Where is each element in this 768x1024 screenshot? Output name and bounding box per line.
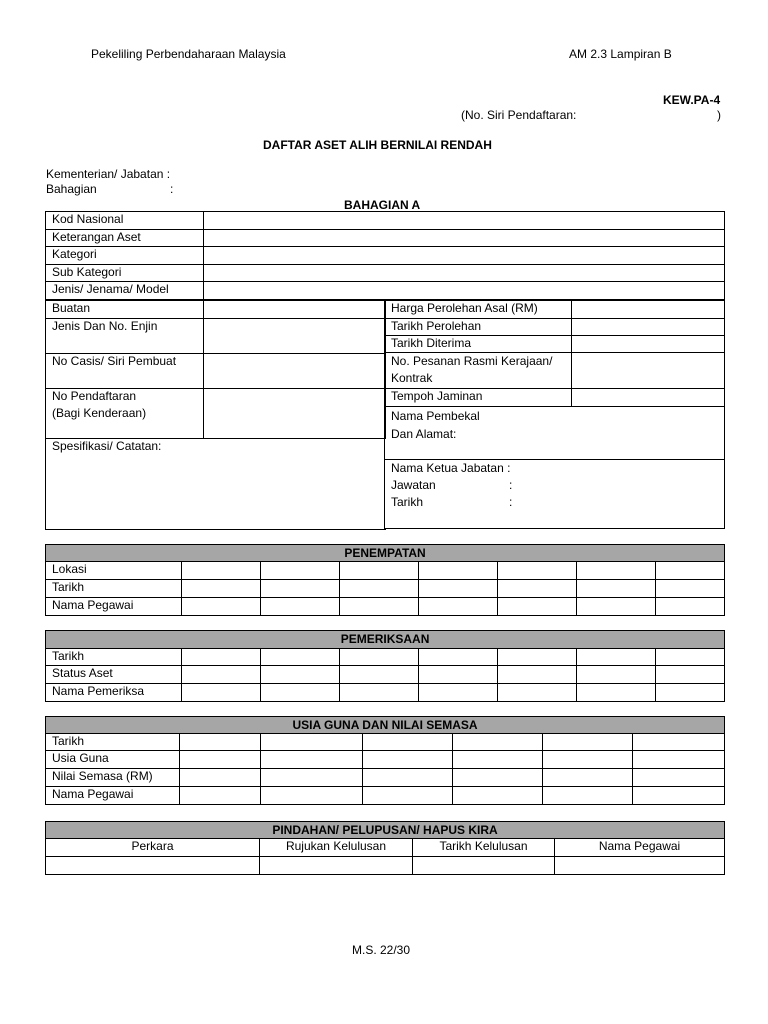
input-cell[interactable] xyxy=(261,734,363,751)
penempatan-title: PENEMPATAN xyxy=(46,545,725,562)
input-cell[interactable] xyxy=(633,769,725,787)
ministry-label: Kementerian/ Jabatan : xyxy=(46,167,171,181)
input-cell[interactable] xyxy=(204,265,725,282)
input-cell[interactable] xyxy=(543,734,633,751)
input-cell[interactable] xyxy=(419,684,498,702)
input-cell[interactable] xyxy=(419,666,498,684)
row-label: Nilai Semasa (RM) xyxy=(46,769,180,787)
form-code: KEW.PA-4 xyxy=(663,93,721,107)
pendaftaran-line-2: (Bagi Kenderaan) xyxy=(52,406,147,420)
input-cell[interactable] xyxy=(572,319,725,336)
section-a-title: BAHAGIAN A xyxy=(344,198,421,212)
input-cell[interactable] xyxy=(340,649,419,666)
input-cell[interactable] xyxy=(656,580,725,598)
jaminan-label: Tempoh Jaminan xyxy=(385,389,572,407)
input-cell[interactable] xyxy=(204,247,725,265)
input-cell[interactable] xyxy=(182,580,261,598)
pesanan-line-1: No. Pesanan Rasmi Kerajaan/ xyxy=(391,354,553,368)
row-label: Lokasi xyxy=(46,562,182,580)
input-cell[interactable] xyxy=(46,857,260,875)
section-a-right-table xyxy=(384,300,725,529)
column-header-tarikh: Tarikh Kelulusan xyxy=(413,839,555,857)
input-cell[interactable] xyxy=(572,389,725,407)
column-header-rujukan: Rujukan Kelulusan xyxy=(260,839,413,857)
section-a-top-table xyxy=(45,211,725,300)
row-label: Usia Guna xyxy=(46,751,180,769)
input-cell[interactable] xyxy=(204,301,386,319)
row-label: Tarikh xyxy=(46,734,180,751)
input-cell[interactable] xyxy=(453,769,543,787)
serial-close: ) xyxy=(717,108,721,122)
pindahan-table xyxy=(45,821,725,875)
input-cell[interactable] xyxy=(261,666,340,684)
input-cell[interactable] xyxy=(261,751,363,769)
input-cell[interactable] xyxy=(419,598,498,616)
pindahan-title: PINDAHAN/ PELUPUSAN/ HAPUS KIRA xyxy=(46,822,725,839)
input-cell[interactable] xyxy=(261,787,363,805)
input-cell[interactable] xyxy=(180,734,261,751)
input-cell[interactable] xyxy=(453,751,543,769)
input-cell[interactable] xyxy=(543,769,633,787)
input-cell[interactable] xyxy=(413,857,555,875)
column-header-perkara: Perkara xyxy=(46,839,260,857)
input-cell[interactable] xyxy=(363,734,453,751)
input-cell[interactable] xyxy=(182,598,261,616)
input-cell[interactable] xyxy=(577,666,656,684)
division-label: Bahagian xyxy=(46,182,97,196)
input-cell[interactable] xyxy=(204,212,725,230)
input-cell[interactable] xyxy=(656,598,725,616)
input-cell[interactable] xyxy=(340,598,419,616)
input-cell[interactable] xyxy=(261,562,340,580)
usia-title: USIA GUNA DAN NILAI SEMASA xyxy=(46,717,725,734)
input-cell[interactable] xyxy=(498,580,577,598)
row-label: Keterangan Aset xyxy=(46,230,204,247)
input-cell[interactable] xyxy=(182,666,261,684)
spesifikasi-label: Spesifikasi/ Catatan: xyxy=(52,439,162,453)
row-label: Nama Pemeriksa xyxy=(46,684,182,702)
pemeriksaan-title: PEMERIKSAAN xyxy=(46,631,725,649)
input-cell[interactable] xyxy=(555,857,725,875)
input-cell[interactable] xyxy=(261,649,340,666)
input-cell[interactable] xyxy=(419,580,498,598)
ketua-label: Nama Ketua Jabatan : xyxy=(391,461,511,475)
ketua-cell[interactable] xyxy=(385,460,725,529)
input-cell[interactable] xyxy=(260,857,413,875)
jawatan-colon: : xyxy=(509,478,513,492)
harga-label: Harga Perolehan Asal (RM) xyxy=(385,301,572,319)
serial-label: (No. Siri Pendaftaran: xyxy=(461,108,577,122)
section-a-left-table xyxy=(45,300,386,530)
input-cell[interactable] xyxy=(182,684,261,702)
header-left: Pekeliling Perbendaharaan Malaysia xyxy=(91,47,286,61)
input-cell[interactable] xyxy=(572,353,725,389)
tarikh-diterima-label: Tarikh Diterima xyxy=(385,336,572,353)
row-label: Tarikh xyxy=(46,580,182,598)
input-cell[interactable] xyxy=(543,787,633,805)
input-cell[interactable] xyxy=(363,769,453,787)
row-label: Nama Pegawai xyxy=(46,598,182,616)
enjin-label: Jenis Dan No. Enjin xyxy=(46,319,204,354)
pesanan-label xyxy=(385,353,572,389)
input-cell[interactable] xyxy=(633,787,725,805)
input-cell[interactable] xyxy=(453,787,543,805)
jawatan-label: Jawatan xyxy=(391,478,436,492)
page-number: M.S. 22/30 xyxy=(352,943,411,957)
input-cell[interactable] xyxy=(577,684,656,702)
input-cell[interactable] xyxy=(182,562,261,580)
input-cell[interactable] xyxy=(419,649,498,666)
input-cell[interactable] xyxy=(656,649,725,666)
row-label: Kod Nasional xyxy=(46,212,204,230)
input-cell[interactable] xyxy=(577,580,656,598)
input-cell[interactable] xyxy=(204,282,725,300)
input-cell[interactable] xyxy=(363,787,453,805)
row-label: Jenis/ Jenama/ Model xyxy=(46,282,204,300)
input-cell[interactable] xyxy=(204,389,386,439)
input-cell[interactable] xyxy=(419,562,498,580)
input-cell[interactable] xyxy=(633,751,725,769)
input-cell[interactable] xyxy=(498,598,577,616)
pembekal-line-2: Dan Alamat: xyxy=(391,427,457,441)
penempatan-table xyxy=(45,544,725,616)
input-cell[interactable] xyxy=(204,319,386,354)
input-cell[interactable] xyxy=(656,684,725,702)
input-cell[interactable] xyxy=(340,666,419,684)
column-header-pegawai: Nama Pegawai xyxy=(555,839,725,857)
division-colon: : xyxy=(170,182,174,196)
input-cell[interactable] xyxy=(204,354,386,389)
input-cell[interactable] xyxy=(182,649,261,666)
pembekal-cell[interactable] xyxy=(385,407,725,460)
pesanan-line-2: Kontrak xyxy=(391,371,433,385)
row-label: Sub Kategori xyxy=(46,265,204,282)
input-cell[interactable] xyxy=(261,598,340,616)
input-cell[interactable] xyxy=(180,769,261,787)
input-cell[interactable] xyxy=(498,649,577,666)
input-cell[interactable] xyxy=(180,751,261,769)
row-label: Status Aset xyxy=(46,666,182,684)
input-cell[interactable] xyxy=(453,734,543,751)
input-cell[interactable] xyxy=(577,598,656,616)
tarikh-perolehan-label: Tarikh Perolehan xyxy=(385,319,572,336)
buatan-label: Buatan xyxy=(46,301,204,319)
input-cell[interactable] xyxy=(577,562,656,580)
input-cell[interactable] xyxy=(498,666,577,684)
input-cell[interactable] xyxy=(656,562,725,580)
input-cell[interactable] xyxy=(340,562,419,580)
input-cell[interactable] xyxy=(572,301,725,319)
input-cell[interactable] xyxy=(498,562,577,580)
tarikh-label: Tarikh xyxy=(391,495,424,509)
usia-table xyxy=(45,716,725,805)
pemeriksaan-table xyxy=(45,630,725,702)
input-cell[interactable] xyxy=(340,684,419,702)
page-title: DAFTAR ASET ALIH BERNILAI RENDAH xyxy=(263,138,492,152)
spesifikasi-cell[interactable] xyxy=(46,439,386,530)
input-cell[interactable] xyxy=(204,230,725,247)
input-cell[interactable] xyxy=(363,751,453,769)
input-cell[interactable] xyxy=(180,787,261,805)
input-cell[interactable] xyxy=(261,580,340,598)
row-label: Kategori xyxy=(46,247,204,265)
input-cell[interactable] xyxy=(577,649,656,666)
row-label: Tarikh xyxy=(46,649,182,666)
input-cell[interactable] xyxy=(261,684,340,702)
pendaftaran-label xyxy=(46,389,204,439)
input-cell[interactable] xyxy=(498,684,577,702)
input-cell[interactable] xyxy=(261,769,363,787)
input-cell[interactable] xyxy=(656,666,725,684)
input-cell[interactable] xyxy=(340,580,419,598)
header-right: AM 2.3 Lampiran B xyxy=(569,47,672,61)
pembekal-line-1: Nama Pembekal xyxy=(391,409,480,423)
row-label: Nama Pegawai xyxy=(46,787,180,805)
casis-label: No Casis/ Siri Pembuat xyxy=(46,354,204,389)
pendaftaran-line-1: No Pendaftaran xyxy=(52,389,137,403)
tarikh-colon: : xyxy=(509,495,513,509)
input-cell[interactable] xyxy=(572,336,725,353)
input-cell[interactable] xyxy=(633,734,725,751)
input-cell[interactable] xyxy=(543,751,633,769)
